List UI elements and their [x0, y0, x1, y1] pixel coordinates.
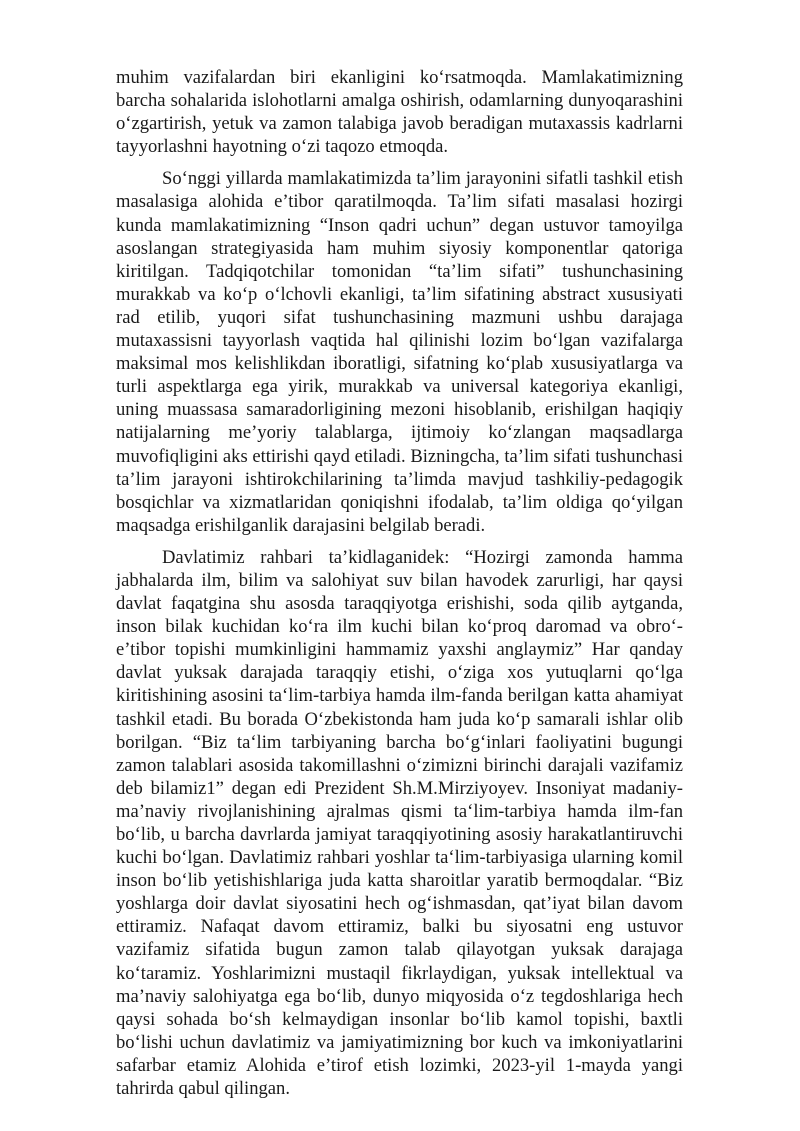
paragraph-president-quote: Davlatimiz rahbari ta’kidlaganidek: “Hozirgi zamonda hamma jabhalarda ilm, bilim va salohiyat suv bilan havodek zarurligi, har qaysi davlat faqatgina shu asosda taraqqiyotga erishishi, soda qilib aytganda, inson bilak kuchidan ko‘ra ilm kuchi bilan ko‘proq daromad va obro‘- e’tibor topishi mumkinligini hammamiz yaxshi anglaymiz” Har qanday davlat yuksak darajada taraqqiy etishi, o‘ziga xos yutuqlarni qo‘lga kiritishining asosini ta‘lim-tarbiya hamda ilm-fanda berilgan katta ahamiyat tashkil etadi. Bu borada O‘zbekistonda ham juda ko‘p samarali ishlar olib borilgan. “Biz ta‘lim tarbiyaning barcha bo‘g‘inlari faoliyatini bugungi zamon talablari asosida takomillashni o‘zimizni birinchi darajali vazifamiz deb bilamiz1” degan edi Prezident Sh.M.Mirziyoyev. Insoniyat madaniy-ma’naviy rivojlanishining ajralmas qismi ta‘lim-tarbiya hamda ilm-fan bo‘lib, u barcha davrlarda jamiyat taraqqiyotining asosiy harakatlantiruvchi kuchi bo‘lgan. Davlatimiz rahbari yoshlar ta‘lim-tarbiyasiga ularning komil inson bo‘lib yetishishlariga juda katta sharoitlar yaratib bermoqdalar. “Biz yoshlarga doir davlat siyosatini hech og‘ishmasdan, qat’iyat bilan davom ettiramiz. Nafaqat davom ettiramiz, balki bu siyosatni eng ustuvor vazifamiz sifatida bugun zamon talab qilayotgan yuksak darajaga ko‘taramiz. Yoshlarimizni mustaqil fikrlaydigan, yuksak intellektual va ma’naviy salohiyatga ega bo‘lib, dunyo miqyosida o‘z tegdoshlariga hech qaysi sohada bo‘sh kelmaydigan insonlar bo‘lib kamol topishi, baxtli bo‘lishi uchun davlatimiz va jamiyatimizning bor kuch va imkoniyatlarini safarbar etamiz Alohida e’tirof etish lozimki, 2023-yil 1-mayda yangi tahrirda qabul qilingan. [116, 546, 683, 1100]
paragraph-education-quality: So‘nggi yillarda mamlakatimizda ta’lim jarayonini sifatli tashkil etish masalasiga alohida e’tibor qaratilmoqda. Ta’lim sifati masalasi hozirgi kunda mamlakatimizning “Inson qadri uchun” degan ustuvor tamoyilga asoslangan strategiyasida ham muhim siyosiy komponentlar qatoriga kiritilgan. Tadqiqotchilar tomonidan “ta’lim sifati” tushunchasining murakkab va ko‘p o‘lchovli ekanligi, ta’lim sifatining abstract xususiyati rad etilib, yuqori sifat tushunchasining mazmuni ushbu darajaga mutaxassisni tayyorlash vaqtida hal qilinishi lozim bo‘lgan vazifalarga maksimal mos kelishlikdan iboratligi, sifatning ko‘plab xususiyatlarga va turli aspektlarga ega yirik, murakkab va universal kategoriya ekanligi, uning muassasa samaradorligining mezoni hisoblanib, erishilgan haqiqiy natijalarning me’yoriy talablarga, ijtimoiy ko‘zlangan maqsadlarga muvofiqligini aks ettirishi qayd etiladi. Bizningcha, ta’lim sifati tushunchasi ta’lim jarayoni ishtirokchilarining ta’limda mavjud tashkiliy-pedagogik bosqichlar va xizmatlaridan qoniqishni ifodalab, ta’lim oldiga qo‘yilgan maqsadga erishilganlik darajasini belgilab beradi. [116, 168, 684, 536]
document-page [116, 66, 683, 1109]
paragraph-continuation: muhim vazifalardan biri ekanligini ko‘rsatmoqda. Mamlakatimizning barcha sohalarida islohotlarni amalga oshirish, odamlarning dunyoqarashini o‘zgartirish, yetuk va zamon talabiga javob beradigan mutaxassis kadrlarni tayyorlashni hayotning o‘zi taqozo etmoqda. [116, 67, 683, 158]
